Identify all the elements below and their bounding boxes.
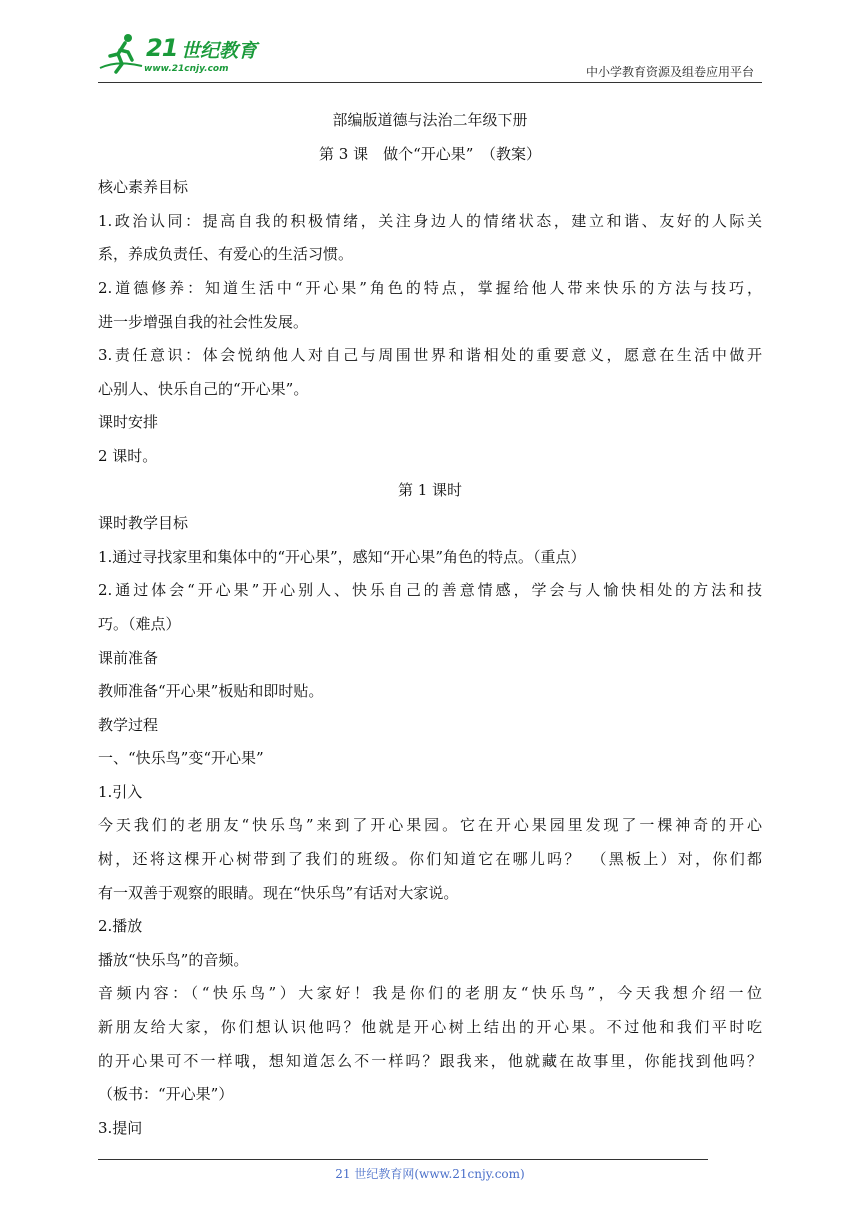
footer-divider xyxy=(98,1159,708,1160)
text-line: 课时教学目标 xyxy=(98,514,189,533)
text-line: 2.播放 xyxy=(98,917,143,936)
header-tagline: 中小学教育资源及组卷应用平台 xyxy=(585,65,754,79)
text-line: 第 3 课 做个“开心果” （教案） xyxy=(319,144,541,163)
text-line: 音频内容：（“快乐鸟”）大家好！我是你们的老朋友“快乐鸟”，今天我想介绍一位 xyxy=(98,984,762,1003)
text-line: 2.道德修养：知道生活中“开心果”角色的特点，掌握给他人带来快乐的方法与技巧， xyxy=(98,278,762,297)
text-line: 进一步增强自我的社会性发展。 xyxy=(98,312,309,331)
text-line: 巧。（难点） xyxy=(98,614,181,633)
text-line: 系，养成负责任、有爱心的生活习惯。 xyxy=(98,245,354,264)
text-line: 3.责任意识：体会悦纳他人对自己与周围世界和谐相处的重要意义，愿意在生活中做开 xyxy=(98,346,762,365)
text-line: 播放“快乐鸟”的音频。 xyxy=(98,950,249,969)
text-line: 教学过程 xyxy=(98,715,159,734)
text-line: 2.通过体会“开心果”开心别人、快乐自己的善意情感，学会与人愉快相处的方法和技 xyxy=(98,581,762,600)
text-line: （板书：“开心果”） xyxy=(98,1085,234,1104)
footer-text: 21 世纪教育网(www.21cnjy.com) xyxy=(335,1167,525,1181)
text-line: 课时安排 xyxy=(98,413,159,432)
text-line: 新朋友给大家，你们想认识他吗？他就是开心树上结出的开心果。不过他和我们平时吃 xyxy=(98,1018,762,1037)
text-line: 1.通过寻找家里和集体中的“开心果”，感知“开心果”角色的特点。（重点） xyxy=(98,547,586,566)
text-line: 教师准备“开心果”板贴和即时贴。 xyxy=(98,682,324,701)
runner-icon xyxy=(98,30,146,76)
text-line: 的开心果可不一样哦，想知道怎么不一样吗？跟我来，他就藏在故事里，你能找到他吗？ xyxy=(98,1051,762,1070)
text-line: 树，还将这棵开心树带到了我们的班级。你们知道它在哪儿吗？ （黑板上）对，你们都 xyxy=(98,850,762,869)
logo-url: www.21cnjy.com xyxy=(144,64,229,74)
text-line: 部编版道德与法治二年级下册 xyxy=(332,111,528,129)
logo xyxy=(98,30,268,76)
text-line: 一、“快乐鸟”变“开心果” xyxy=(98,749,264,768)
text-line: 今天我们的老朋友“快乐鸟”来到了开心果园。它在开心果园里发现了一棵神奇的开心 xyxy=(98,816,762,835)
text-line: 3.提问 xyxy=(98,1118,143,1137)
page-header xyxy=(98,30,762,82)
logo-text: 世纪教育 xyxy=(181,40,258,62)
text-line: 1.政治认同：提高自我的积极情绪，关注身边人的情绪状态，建立和谐、友好的人际关 xyxy=(98,211,762,230)
logo-number: 21 xyxy=(146,34,178,62)
text-line: 核心素养目标 xyxy=(98,178,189,197)
header-divider xyxy=(98,82,762,83)
text-line: 课前准备 xyxy=(98,648,159,667)
text-line: 心别人、快乐自己的“开心果”。 xyxy=(98,379,309,398)
text-line: 第 1 课时 xyxy=(397,480,463,499)
text-line: 有一双善于观察的眼睛。现在“快乐鸟”有话对大家说。 xyxy=(98,883,459,902)
text-line: 1.引入 xyxy=(98,782,143,801)
text-line: 2 课时。 xyxy=(98,446,158,465)
document-body xyxy=(98,104,762,1145)
